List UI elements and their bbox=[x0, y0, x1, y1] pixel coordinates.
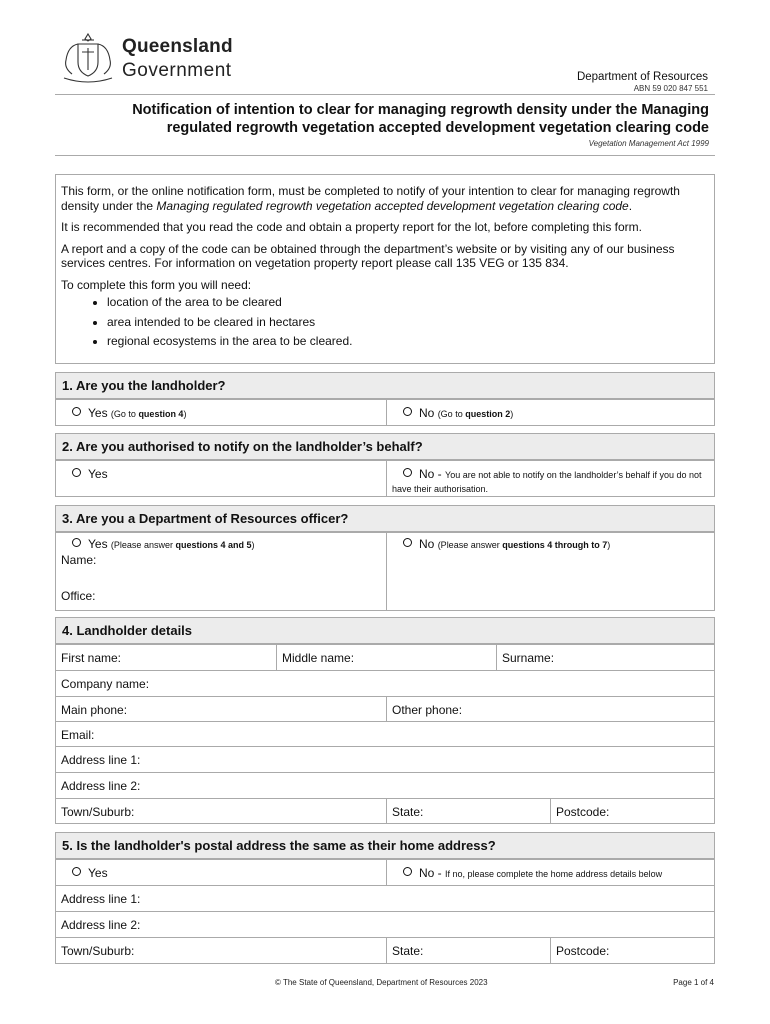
abn-number: ABN 59 020 847 551 bbox=[633, 84, 708, 93]
name-row bbox=[56, 644, 714, 670]
logo-queensland-text: Queensland bbox=[122, 36, 233, 57]
q1-yes-radio[interactable] bbox=[72, 407, 81, 416]
question-2-section bbox=[55, 433, 715, 497]
intro-paragraph-3: A report and a copy of the code can be obtained through the department’s website or by visiting any of our business services centres. For information on vegetation property report please call 135 VEG or 135 834. bbox=[61, 241, 675, 270]
page-number: Page 1 of 4 bbox=[673, 978, 714, 987]
q1-no-option[interactable] bbox=[386, 400, 714, 425]
q1-no-radio[interactable] bbox=[403, 407, 412, 416]
address-line-2-field[interactable]: Address line 2: bbox=[61, 779, 141, 793]
q1-yes-note: (Go to question 4) bbox=[110, 409, 187, 419]
intro-paragraph-4: To complete this form you will need: bbox=[61, 277, 252, 292]
q1-yes-option[interactable] bbox=[56, 400, 386, 425]
q1-yes-label: Yes bbox=[88, 406, 108, 420]
question-4-heading: 4. Landholder details bbox=[56, 618, 714, 644]
question-3-options bbox=[56, 532, 714, 610]
form-title bbox=[69, 101, 709, 137]
intro-p1-text: This form, or the online notification form, must be completed to notify of your intention to clear for managing regrowth density under the bbox=[61, 184, 680, 213]
phone-row bbox=[56, 696, 714, 721]
q5-yes-option[interactable] bbox=[56, 860, 386, 885]
q1-no-label: No bbox=[419, 406, 435, 420]
q3-no-radio[interactable] bbox=[403, 538, 412, 547]
other-phone-field[interactable]: Other phone: bbox=[386, 697, 714, 721]
address-line-1-row bbox=[56, 746, 714, 772]
address-line-2-row bbox=[56, 772, 714, 798]
form-title-box bbox=[55, 94, 715, 156]
intro-box bbox=[55, 174, 715, 364]
home-town-suburb-field[interactable]: Town/Suburb: bbox=[61, 944, 135, 958]
question-1-options bbox=[56, 399, 714, 425]
q3-yes-label: Yes bbox=[88, 537, 108, 551]
q3-yes-note: (Please answer questions 4 and 5) bbox=[110, 540, 255, 550]
q2-yes-radio[interactable] bbox=[72, 468, 81, 477]
legislation-reference: Vegetation Management Act 1999 bbox=[588, 139, 709, 148]
q5-no-option[interactable] bbox=[386, 860, 714, 885]
main-phone-field[interactable]: Main phone: bbox=[61, 703, 128, 717]
home-postcode-field[interactable]: Postcode: bbox=[550, 938, 714, 963]
q5-no-label: No - bbox=[419, 866, 442, 880]
q5-town-state-postcode-row bbox=[56, 937, 714, 963]
question-4-section bbox=[55, 617, 715, 824]
town-suburb-field[interactable]: Town/Suburb: bbox=[61, 805, 135, 819]
q3-no-label: No bbox=[419, 537, 435, 551]
question-3-section bbox=[55, 505, 715, 611]
surname-field[interactable]: Surname: bbox=[496, 645, 714, 670]
q2-no-radio[interactable] bbox=[403, 468, 412, 477]
intro-paragraph-2: It is recommended that you read the code and obtain a property report for the lot, before completing this form. bbox=[61, 220, 642, 234]
question-5-options bbox=[56, 859, 714, 885]
question-3-heading: 3. Are you a Department of Resources officer? bbox=[56, 506, 714, 532]
question-2-heading: 2. Are you authorised to notify on the landholder’s behalf? bbox=[56, 434, 714, 460]
state-field[interactable]: State: bbox=[386, 799, 550, 823]
question-5-heading: 5. Is the landholder's postal address the same as their home address? bbox=[56, 833, 714, 859]
q5-yes-label: Yes bbox=[88, 866, 108, 880]
intro-paragraph-1 bbox=[61, 184, 708, 213]
middle-name-field[interactable]: Middle name: bbox=[276, 645, 496, 670]
home-address-line-1-field[interactable]: Address line 1: bbox=[61, 892, 141, 906]
q2-no-note: You are not able to notify on the landholder’s behalf if you do not have their authorisation. bbox=[392, 470, 702, 494]
q3-no-option[interactable] bbox=[386, 533, 714, 610]
q2-no-option[interactable] bbox=[386, 461, 714, 496]
copyright-text: © The State of Queensland, Department of Resources 2023 bbox=[275, 978, 488, 987]
intro-p1-end: . bbox=[628, 198, 633, 213]
q3-yes-option[interactable] bbox=[56, 533, 386, 610]
requirement-item: • area intended to be cleared in hectares bbox=[107, 315, 708, 330]
department-name: Department of Resources bbox=[576, 71, 708, 83]
q5-address-line-2-row bbox=[56, 911, 714, 937]
first-name-field[interactable]: First name: bbox=[61, 651, 122, 665]
q5-no-radio[interactable] bbox=[403, 867, 412, 876]
requirement-item: • regional ecosystems in the area to be cleared. bbox=[107, 334, 708, 349]
requirements-list bbox=[61, 295, 708, 349]
q3-office-field[interactable]: Office: bbox=[61, 589, 96, 603]
question-2-options bbox=[56, 460, 714, 496]
q3-name-field[interactable]: Name: bbox=[61, 553, 97, 567]
question-1-heading: 1. Are you the landholder? bbox=[56, 373, 714, 399]
form-title-line2: regulated regrowth vegetation accepted development vegetation clearing code bbox=[166, 120, 709, 136]
queensland-government-logo bbox=[60, 30, 260, 86]
coat-of-arms-icon bbox=[60, 30, 116, 84]
email-field[interactable]: Email: bbox=[61, 728, 95, 742]
q5-address-line-1-row bbox=[56, 885, 714, 911]
question-5-section bbox=[55, 832, 715, 964]
address-line-1-field[interactable]: Address line 1: bbox=[61, 753, 141, 767]
q5-no-note: If no, please complete the home address details below bbox=[445, 869, 663, 879]
q3-yes-radio[interactable] bbox=[72, 538, 81, 547]
email-row bbox=[56, 721, 714, 746]
q2-yes-option[interactable] bbox=[56, 461, 386, 496]
company-name-field[interactable]: Company name: bbox=[61, 677, 150, 691]
form-title-line1: Notification of intention to clear for managing regrowth density under the Managing bbox=[132, 102, 709, 118]
q1-no-note: (Go to question 2) bbox=[437, 409, 514, 419]
requirement-item: • location of the area to be cleared bbox=[107, 295, 708, 310]
q2-yes-label: Yes bbox=[88, 467, 108, 481]
company-row bbox=[56, 670, 714, 696]
home-state-field[interactable]: State: bbox=[386, 938, 550, 963]
logo-government-text: Government bbox=[122, 60, 232, 81]
question-1-section bbox=[55, 372, 715, 426]
q2-no-label: No - bbox=[419, 467, 442, 481]
postcode-field[interactable]: Postcode: bbox=[550, 799, 714, 823]
home-address-line-2-field[interactable]: Address line 2: bbox=[61, 918, 141, 932]
intro-code-name: Managing regulated regrowth vegetation accepted development vegetation clearing code bbox=[156, 198, 629, 213]
town-state-postcode-row bbox=[56, 798, 714, 823]
q3-no-note: (Please answer questions 4 through to 7) bbox=[437, 540, 611, 550]
q5-yes-radio[interactable] bbox=[72, 867, 81, 876]
